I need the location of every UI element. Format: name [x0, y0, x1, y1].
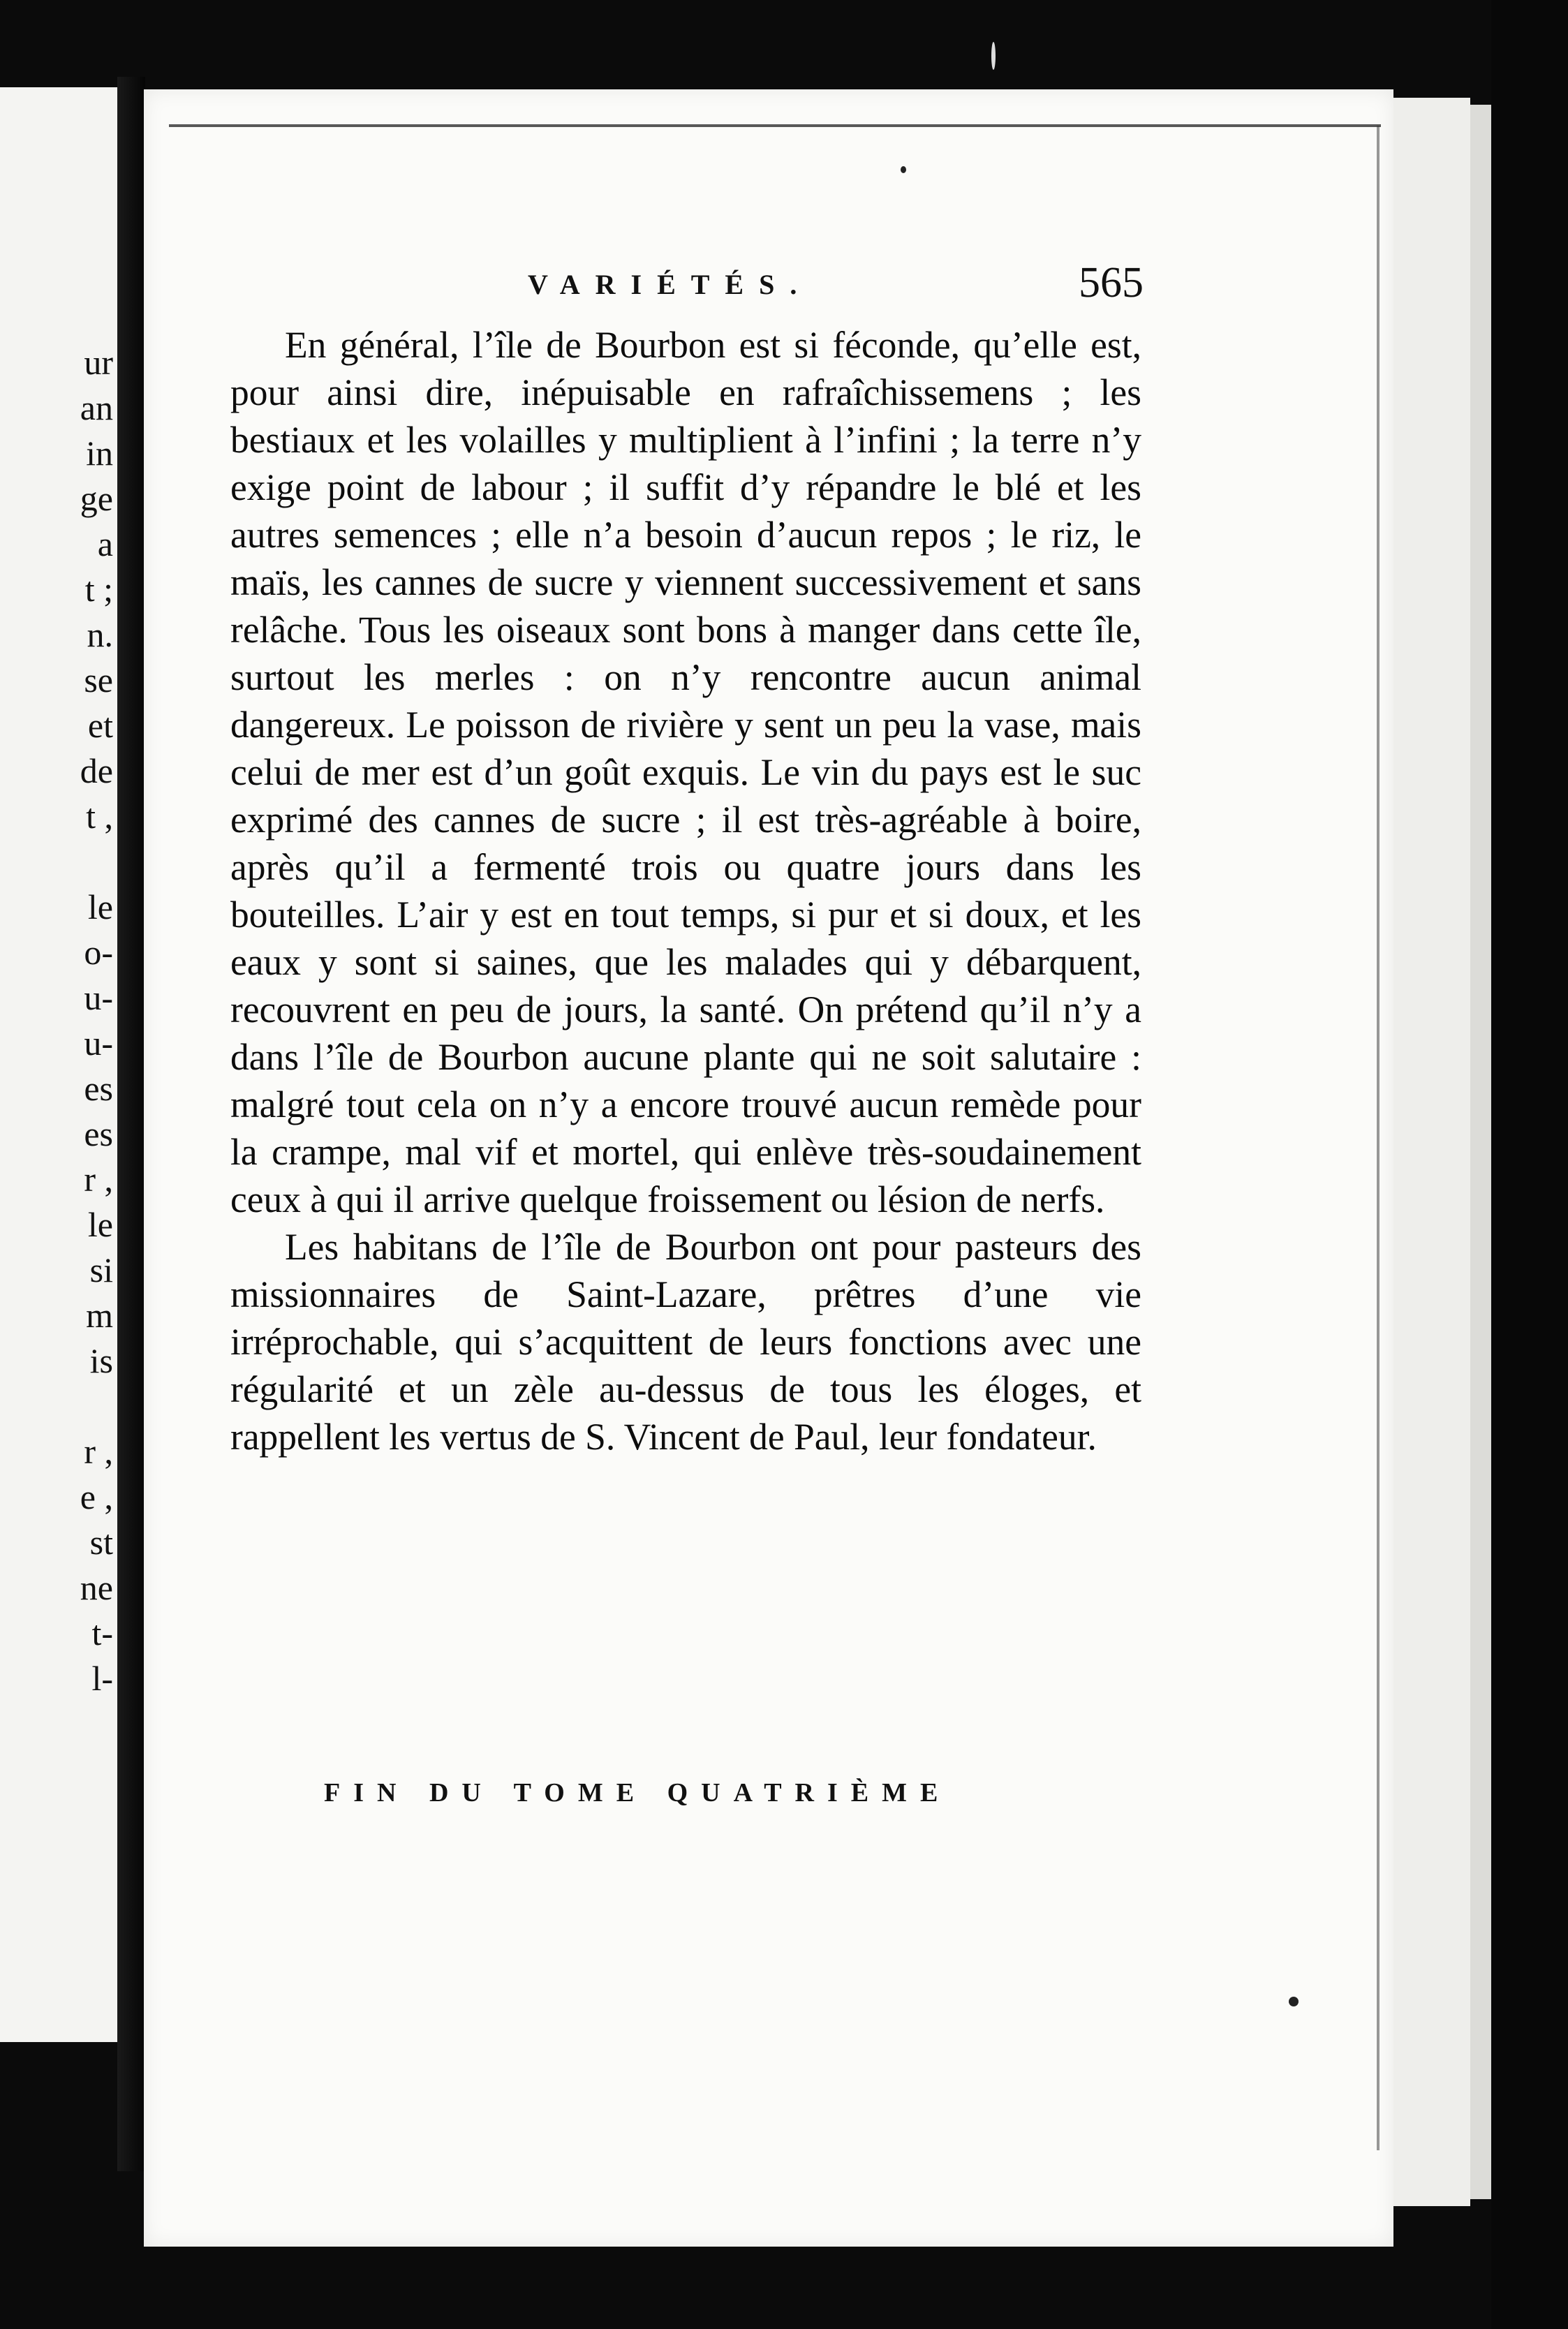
line-fragment: ge [80, 479, 113, 518]
line-fragment: e , [80, 1477, 113, 1516]
line-fragment: o- [84, 933, 113, 972]
paragraph: Les habitans de l’île de Bourbon ont pour pasteurs des missionnaires de Saint-Lazare, prêtres d’une vie irréprochable, qui s’acquittent de leurs fonctions avec une régularité et un zèle au-dessus de tous les éloges, et rappellent les vertus de S. Vincent de Paul, leur fondateur. [230, 1226, 1141, 1458]
line-fragment: se [84, 660, 113, 700]
line-fragment: a [97, 524, 113, 563]
colophon: FIN DU TOME QUATRIÈME [324, 1778, 952, 1807]
scan-background-right [1491, 0, 1568, 2329]
line-fragment: es [84, 1069, 113, 1108]
line-fragment: r , [84, 1160, 113, 1199]
page-top-rule [169, 124, 1381, 127]
line-fragment: ne [80, 1568, 113, 1607]
line-fragment: u- [84, 1023, 113, 1063]
line-fragment: r , [84, 1432, 113, 1471]
previous-page-fragment [0, 87, 117, 2042]
line-fragment: in [86, 434, 113, 473]
line-fragment: si [89, 1250, 113, 1289]
line-fragment: u- [84, 978, 113, 1017]
page-edge-stack-back [1470, 105, 1491, 2199]
page-right-rule [1377, 126, 1380, 2150]
previous-page-line-endings [80, 340, 113, 1701]
line-fragment: an [80, 388, 113, 427]
line-fragment: ur [84, 343, 113, 382]
line-fragment: t ; [84, 570, 113, 609]
paper-speck [901, 166, 906, 173]
line-fragment: m [86, 1296, 113, 1335]
line-fragment: t , [86, 797, 113, 836]
line-fragment: de [80, 751, 113, 790]
line-fragment [80, 1384, 113, 1429]
line-fragment: le [87, 1205, 113, 1244]
running-head: VARIÉTÉS. [528, 269, 813, 300]
line-fragment [80, 839, 113, 885]
line-fragment: t- [91, 1613, 113, 1653]
line-fragment: et [87, 706, 113, 745]
line-fragment: le [87, 887, 113, 926]
line-fragment: is [89, 1341, 113, 1380]
line-fragment: st [89, 1523, 113, 1562]
body-text [230, 321, 1141, 1461]
line-fragment: n. [87, 615, 113, 654]
page-number: 565 [1079, 259, 1144, 306]
book-gutter [117, 77, 145, 2171]
page-edge-stack [1393, 98, 1470, 2206]
line-fragment: l- [91, 1659, 113, 1698]
line-fragment: es [84, 1114, 113, 1153]
paper-speck [1289, 1997, 1299, 2006]
paper-speck [991, 42, 996, 70]
paragraph: En général, l’île de Bourbon est si féconde, qu’elle est, pour ainsi dire, inépuisable en rafraîchissemens ; les bestiaux et les volailles y multiplient à l’infini ; la terre n’y exige point de labour ; il suffit d’y répandre le blé et les autres semences ; elle n’a besoin d’aucun repos ; le riz, le maïs, les cannes de sucre y viennent successivement et sans relâche. Tous les oiseaux sont bons à manger dans cette île, surtout les merles : on n’y rencontre aucun animal dangereux. Le poisson de rivière y sent un peu la vase, mais celui de mer est d’un goût exquis. Le vin du pays est le suc exprimé des cannes de sucre ; il est très-agréable à boire, après qu’il a fermenté trois ou quatre jours dans les bouteilles. L’air y est en tout temps, si pur et si doux, et les eaux y sont si saines, que les malades qui y débarquent, recouvrent en peu de jours, la santé. On prétend qu’il n’y a dans l’île de Bourbon aucune plante qui ne soit salutaire : malgré tout cela on n’y a encore trouvé aucun remède pour la crampe, mal vif et mortel, qui enlève très-soudainement ceux à qui il arrive quelque froissement ou lésion de nerfs. [230, 324, 1141, 1220]
